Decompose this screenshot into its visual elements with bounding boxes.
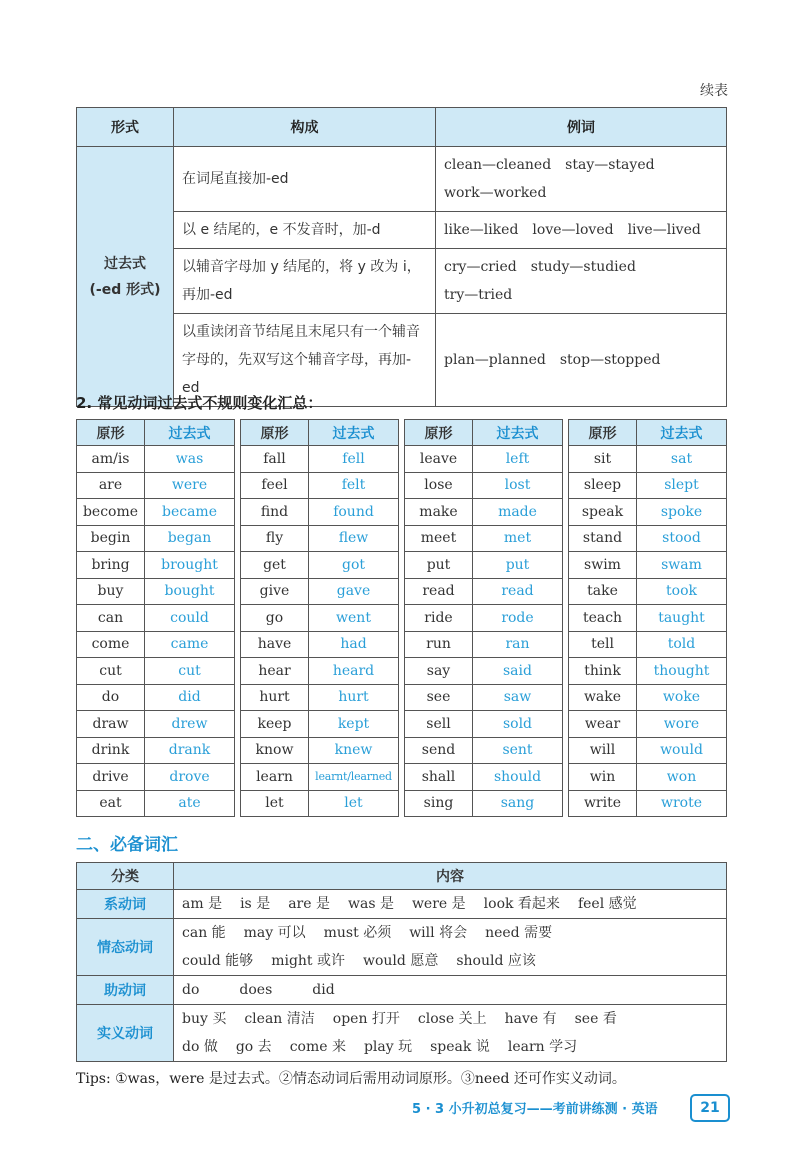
vocab-word: can 能: [182, 925, 226, 941]
vocab-category: 实义动词: [77, 1005, 174, 1062]
vocab-word: speak 说: [430, 1039, 490, 1055]
rule-cell: 以重读闭音节结尾且末尾只有一个辅音字母的，先双写这个辅音字母，再加-ed: [174, 314, 436, 407]
base-form: go: [241, 605, 309, 632]
vocab-word: close 关上: [417, 1011, 487, 1027]
past-form: flew: [309, 525, 399, 552]
vocab-word: did: [312, 982, 335, 998]
table-row: [569, 499, 727, 526]
rule-cell: 在词尾直接加-ed: [174, 147, 436, 212]
base-form: say: [405, 658, 473, 685]
base-form: wake: [569, 684, 637, 711]
table-row: [241, 737, 399, 764]
table-row: [405, 578, 563, 605]
table-row: [241, 658, 399, 685]
continued-label: 续表: [700, 83, 728, 99]
label-line-1: 过去式: [104, 255, 146, 272]
vocab-word: see 看: [574, 1011, 617, 1027]
past-form: became: [145, 499, 235, 526]
past-form: would: [637, 737, 727, 764]
past-form: should: [473, 764, 563, 791]
vocab-word: look 看起来: [483, 896, 560, 912]
example-cell: [436, 147, 727, 212]
past-form: woke: [637, 684, 727, 711]
base-form: wear: [569, 711, 637, 738]
vocab-word: will 将会: [409, 925, 468, 941]
base-form-header: 原形: [77, 420, 145, 446]
past-form: drove: [145, 764, 235, 791]
header-form: 形式: [77, 108, 174, 147]
base-form: sleep: [569, 472, 637, 499]
table-row: [77, 605, 235, 632]
vocab-row: [77, 976, 727, 1005]
verb-table-3: [404, 419, 563, 817]
table-row: [241, 790, 399, 817]
past-form: sat: [637, 446, 727, 473]
base-form: have: [241, 631, 309, 658]
table-row: [569, 711, 727, 738]
past-form: got: [309, 552, 399, 579]
past-form: hurt: [309, 684, 399, 711]
past-form-header: 过去式: [145, 420, 235, 446]
past-form: sold: [473, 711, 563, 738]
table-row: [569, 446, 727, 473]
past-form: wrote: [637, 790, 727, 817]
base-form: cut: [77, 658, 145, 685]
past-form: had: [309, 631, 399, 658]
past-form: knew: [309, 737, 399, 764]
table-row: [241, 684, 399, 711]
past-form-header: 过去式: [309, 420, 399, 446]
base-form: can: [77, 605, 145, 632]
past-form: thought: [637, 658, 727, 685]
base-form: am/is: [77, 446, 145, 473]
vocab-word: does: [239, 982, 273, 998]
vocab-word: have 有: [504, 1011, 557, 1027]
header-examples: 例词: [436, 108, 727, 147]
vocab-word: play 玩: [363, 1039, 413, 1055]
past-form: drank: [145, 737, 235, 764]
table-row: [77, 684, 235, 711]
base-form: shall: [405, 764, 473, 791]
base-form: buy: [77, 578, 145, 605]
table-row: [405, 525, 563, 552]
base-form-header: 原形: [569, 420, 637, 446]
base-form: see: [405, 684, 473, 711]
base-form: read: [405, 578, 473, 605]
vocab-row: [77, 890, 727, 919]
vocab-line: [182, 919, 718, 947]
base-form: eat: [77, 790, 145, 817]
table-row: [77, 552, 235, 579]
table-row: [405, 605, 563, 632]
vocab-category: 情态动词: [77, 919, 174, 976]
example-line: cry—cried study—studied: [444, 259, 636, 275]
base-form: write: [569, 790, 637, 817]
example-cell: [436, 249, 727, 314]
base-form: bring: [77, 552, 145, 579]
table-row: [569, 472, 727, 499]
base-form: stand: [569, 525, 637, 552]
vocab-word: must 必须: [323, 925, 392, 941]
example-line: plan—planned stop—stopped: [444, 352, 661, 368]
verb-table-4: [568, 419, 727, 817]
base-form: drink: [77, 737, 145, 764]
base-form-header: 原形: [405, 420, 473, 446]
table-row: [405, 684, 563, 711]
past-form: stood: [637, 525, 727, 552]
past-tense-label: [77, 147, 174, 407]
table-row: [569, 790, 727, 817]
rule-cell: 以 e 结尾的，e 不发音时，加-d: [174, 212, 436, 249]
base-form: ride: [405, 605, 473, 632]
past-form: wore: [637, 711, 727, 738]
base-form: fall: [241, 446, 309, 473]
past-form: found: [309, 499, 399, 526]
example-cell: [436, 314, 727, 407]
vocab-word: feel 感觉: [577, 896, 637, 912]
base-form: let: [241, 790, 309, 817]
past-form: met: [473, 525, 563, 552]
vocab-word: was 是: [347, 896, 394, 912]
base-form: swim: [569, 552, 637, 579]
vocab-line: [182, 976, 718, 1004]
vocab-line: [182, 1033, 718, 1061]
vocab-content: [174, 890, 727, 919]
table-row: [241, 552, 399, 579]
base-form: become: [77, 499, 145, 526]
example-line: work—worked: [444, 185, 547, 201]
past-form: read: [473, 578, 563, 605]
vocab-word: go 去: [235, 1039, 272, 1055]
past-form: let: [309, 790, 399, 817]
table-row: [77, 499, 235, 526]
past-form: heard: [309, 658, 399, 685]
base-form: drive: [77, 764, 145, 791]
vocab-word: need 需要: [485, 925, 553, 941]
past-form: learnt/learned: [309, 764, 399, 791]
past-form: began: [145, 525, 235, 552]
vocab-word: do: [182, 982, 200, 998]
past-form: sent: [473, 737, 563, 764]
table-row: [241, 578, 399, 605]
past-form-header: 过去式: [637, 420, 727, 446]
past-form: gave: [309, 578, 399, 605]
table-row: [77, 578, 235, 605]
past-form-header: 过去式: [473, 420, 563, 446]
table-row: [241, 472, 399, 499]
base-form: teach: [569, 605, 637, 632]
table-row: [569, 658, 727, 685]
past-form: spoke: [637, 499, 727, 526]
example-line: try—tried: [444, 287, 513, 303]
base-form: draw: [77, 711, 145, 738]
base-form: tell: [569, 631, 637, 658]
vocab-category: 系动词: [77, 890, 174, 919]
base-form: feel: [241, 472, 309, 499]
past-form: said: [473, 658, 563, 685]
table-row: [405, 472, 563, 499]
past-form: fell: [309, 446, 399, 473]
base-form: put: [405, 552, 473, 579]
header-content: 内容: [174, 863, 727, 890]
vocab-section-title: 二、必备词汇: [76, 835, 178, 855]
table-row: [77, 764, 235, 791]
past-form: was: [145, 446, 235, 473]
vocab-word: is 是: [240, 896, 271, 912]
vocab-word: buy 买: [182, 1011, 227, 1027]
table-row: [405, 658, 563, 685]
vocab-word: come 来: [289, 1039, 346, 1055]
table-row: [77, 790, 235, 817]
base-form: give: [241, 578, 309, 605]
past-form: came: [145, 631, 235, 658]
vocab-word: could 能够: [182, 953, 254, 969]
vocab-word: am 是: [182, 896, 223, 912]
base-form: hurt: [241, 684, 309, 711]
base-form-header: 原形: [241, 420, 309, 446]
table-row: [241, 711, 399, 738]
table-row: [77, 711, 235, 738]
vocab-word: may 可以: [243, 925, 306, 941]
base-form: make: [405, 499, 473, 526]
vocab-word: were 是: [411, 896, 466, 912]
vocab-word: are 是: [288, 896, 330, 912]
past-form: bought: [145, 578, 235, 605]
base-form: hear: [241, 658, 309, 685]
table-row: [569, 764, 727, 791]
table-row: [405, 790, 563, 817]
past-form: sang: [473, 790, 563, 817]
past-form: won: [637, 764, 727, 791]
past-form: ate: [145, 790, 235, 817]
vocab-line: [182, 947, 718, 975]
vocab-word: should 应该: [456, 953, 536, 969]
base-form: find: [241, 499, 309, 526]
header-category: 分类: [77, 863, 174, 890]
past-form: told: [637, 631, 727, 658]
table-row: [569, 737, 727, 764]
base-form: sell: [405, 711, 473, 738]
base-form: fly: [241, 525, 309, 552]
base-form: take: [569, 578, 637, 605]
vocab-content: [174, 1005, 727, 1062]
base-form: come: [77, 631, 145, 658]
table-row: [241, 499, 399, 526]
base-form: do: [77, 684, 145, 711]
table-row: [77, 472, 235, 499]
vocab-row: [77, 1005, 727, 1062]
base-form: learn: [241, 764, 309, 791]
table-row: [77, 658, 235, 685]
past-form: drew: [145, 711, 235, 738]
past-form: kept: [309, 711, 399, 738]
base-form: send: [405, 737, 473, 764]
base-form: speak: [569, 499, 637, 526]
past-tense-rules-table: [76, 107, 727, 407]
table-row: [569, 605, 727, 632]
past-form: felt: [309, 472, 399, 499]
past-form: lost: [473, 472, 563, 499]
label-line-2: (-ed 形式): [89, 281, 161, 298]
past-form: went: [309, 605, 399, 632]
vocab-word: do 做: [182, 1039, 218, 1055]
table-row: [241, 631, 399, 658]
table-row: [241, 605, 399, 632]
past-form: rode: [473, 605, 563, 632]
vocab-table: [76, 862, 727, 1062]
base-form: meet: [405, 525, 473, 552]
table-row: [241, 525, 399, 552]
verb-table-2: [240, 419, 399, 817]
table-row: [569, 631, 727, 658]
base-form: will: [569, 737, 637, 764]
past-form: swam: [637, 552, 727, 579]
header-composition: 构成: [174, 108, 436, 147]
past-form: ran: [473, 631, 563, 658]
past-form: saw: [473, 684, 563, 711]
vocab-content: [174, 919, 727, 976]
table-row: [77, 631, 235, 658]
book-title: 5 · 3 小升初总复习——考前讲练测 · 英语: [412, 1102, 658, 1117]
page-number: 21: [690, 1094, 730, 1122]
table-row: [405, 737, 563, 764]
base-form: think: [569, 658, 637, 685]
table-row: [241, 446, 399, 473]
past-form: put: [473, 552, 563, 579]
example-cell: [436, 212, 727, 249]
table-row: [405, 631, 563, 658]
base-form: win: [569, 764, 637, 791]
vocab-word: learn 学习: [507, 1039, 578, 1055]
table-row: [77, 737, 235, 764]
table-row: [405, 499, 563, 526]
past-form: took: [637, 578, 727, 605]
table-row: [77, 525, 235, 552]
irregular-heading: 2. 常见动词过去式不规则变化汇总：: [76, 394, 323, 412]
vocab-line: [182, 890, 718, 918]
vocab-content: [174, 976, 727, 1005]
base-form: begin: [77, 525, 145, 552]
base-form: are: [77, 472, 145, 499]
past-form: slept: [637, 472, 727, 499]
vocab-word: open 打开: [332, 1011, 400, 1027]
table-row: [569, 684, 727, 711]
past-form: cut: [145, 658, 235, 685]
table-row: [569, 525, 727, 552]
base-form: sit: [569, 446, 637, 473]
table-row: [405, 446, 563, 473]
vocab-word: clean 清洁: [244, 1011, 315, 1027]
table-row: [569, 552, 727, 579]
table-row: [77, 446, 235, 473]
vocab-row: [77, 919, 727, 976]
past-form: taught: [637, 605, 727, 632]
base-form: get: [241, 552, 309, 579]
base-form: run: [405, 631, 473, 658]
past-form: did: [145, 684, 235, 711]
table-row: [405, 552, 563, 579]
base-form: know: [241, 737, 309, 764]
rule-cell: 以辅音字母加 y 结尾的，将 y 改为 i，再加-ed: [174, 249, 436, 314]
verb-table-1: [76, 419, 235, 817]
vocab-word: would 愿意: [363, 953, 439, 969]
vocab-category: 助动词: [77, 976, 174, 1005]
base-form: sing: [405, 790, 473, 817]
vocab-line: [182, 1005, 718, 1033]
example-line: clean—cleaned stay—stayed: [444, 157, 655, 173]
past-form: left: [473, 446, 563, 473]
past-form: made: [473, 499, 563, 526]
table-row: [405, 764, 563, 791]
past-form: were: [145, 472, 235, 499]
base-form: keep: [241, 711, 309, 738]
table-row: [241, 764, 399, 791]
base-form: leave: [405, 446, 473, 473]
base-form: lose: [405, 472, 473, 499]
tips-text: Tips: ①was，were 是过去式。②情态动词后需用动词原形。③need 还可作实义动词。: [76, 1071, 626, 1087]
past-form: could: [145, 605, 235, 632]
vocab-word: might 或许: [271, 953, 345, 969]
table-row: [405, 711, 563, 738]
table-row: [569, 578, 727, 605]
past-form: brought: [145, 552, 235, 579]
example-line: like—liked love—loved live—lived: [444, 222, 701, 238]
